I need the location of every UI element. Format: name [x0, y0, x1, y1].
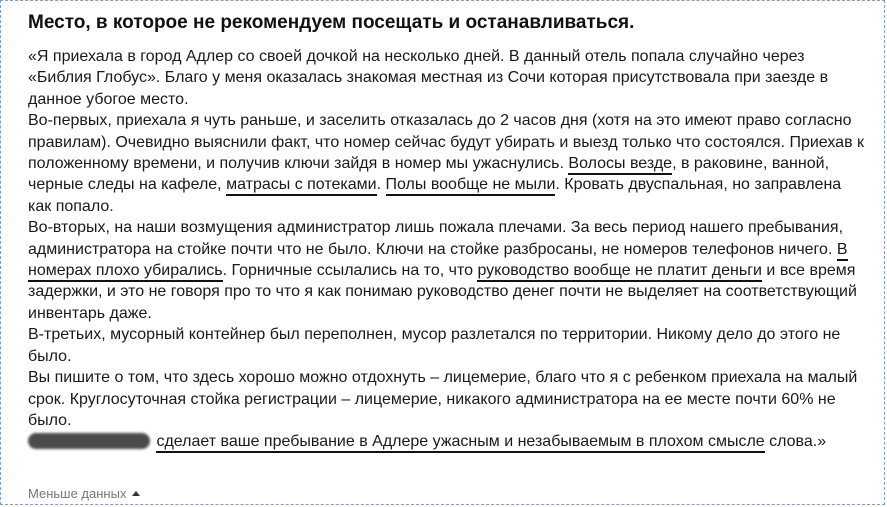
underlined-floors-not-washed: Полы вообще не мыли	[386, 176, 556, 196]
underlined-hair-everywhere: Волосы везде	[568, 155, 672, 175]
underlined-terrible-stay: сделает ваше пребывание в Адлере ужасным и незабываемым в плохом смысле	[156, 433, 764, 453]
underlined-poor-cleaning: В номерах плохо убирались	[28, 241, 848, 282]
p3-text-b: . Горничные ссылались на то, что	[222, 262, 473, 280]
p3-text-c: и все время задержки, и это не говоря про то что я как понимаю руководство денег почти не выделяет на соответствующий инвентарь даже.	[28, 262, 857, 322]
review-paragraph-1: «Я приехала в город Адлер со своей дочкой на несколько дней. В данный отель попала случайно через «Библия Глобус». Благо у меня оказалась знакомая местная из Сочи которая присутствовала при заезде в данное убогое место.	[28, 48, 829, 108]
underlined-management-not-paying: руководство вообще не платит деньги	[477, 262, 762, 282]
p3-text-a: Во-вторых, на наши возмущения администратор лишь пожала плечами. За весь период нашего пребывания, администратора на стойке почти что не было. Ключи на стойке разбросаны, не номеров телефонов ничего.	[28, 219, 844, 258]
p2-text-a: Во-первых, приехала я чуть раньше, и заселить отказалась до 2 часов дня (хотя на это имеют право согласно правилам). Очевидно выяснили факт, что номер сейчас будут убирать и выезд только что состоялся. Приехав к положенному времени, и получив ключи зайдя в номер мы ужаснулись.	[28, 112, 865, 173]
triangle-up-icon	[132, 491, 140, 496]
review-card	[28, 10, 868, 453]
review-paragraph-6	[28, 431, 868, 452]
review-paragraph-4: В-третьих, мусорный контейнер был переполнен, мусор разлетался по территории. Никому дело до этого не было.	[28, 326, 841, 365]
p2-text-b: , в раковине, ванной, черные следы на кафеле,	[28, 155, 830, 194]
review-title: Место, в которое не рекомендуем посещать и останавливаться.	[28, 12, 635, 33]
p2-text-c: .	[376, 176, 382, 194]
underlined-stained-mattresses: матрасы с потеками	[226, 176, 377, 196]
review-paragraph-5: Вы пишите о том, что здесь хорошо можно отдохнуть – лицемерие, благо что я с ребенком приехала на малый срок. Круглосуточная стойка регистрации – лицемерие, никакого администратора на ее месте почти 60% не было.	[28, 369, 858, 429]
review-paragraph-2	[28, 110, 868, 217]
review-body	[28, 46, 868, 453]
p2-text-d: . Кровать двуспальная, но заправлена как попало.	[28, 176, 842, 215]
show-less-label[interactable]: Меньше данных	[28, 486, 127, 501]
redacted-hotel-name	[28, 433, 150, 449]
show-less-toggle[interactable]	[28, 486, 140, 501]
review-paragraph-3	[28, 217, 868, 324]
p6-text-b: слова.»	[764, 433, 827, 451]
